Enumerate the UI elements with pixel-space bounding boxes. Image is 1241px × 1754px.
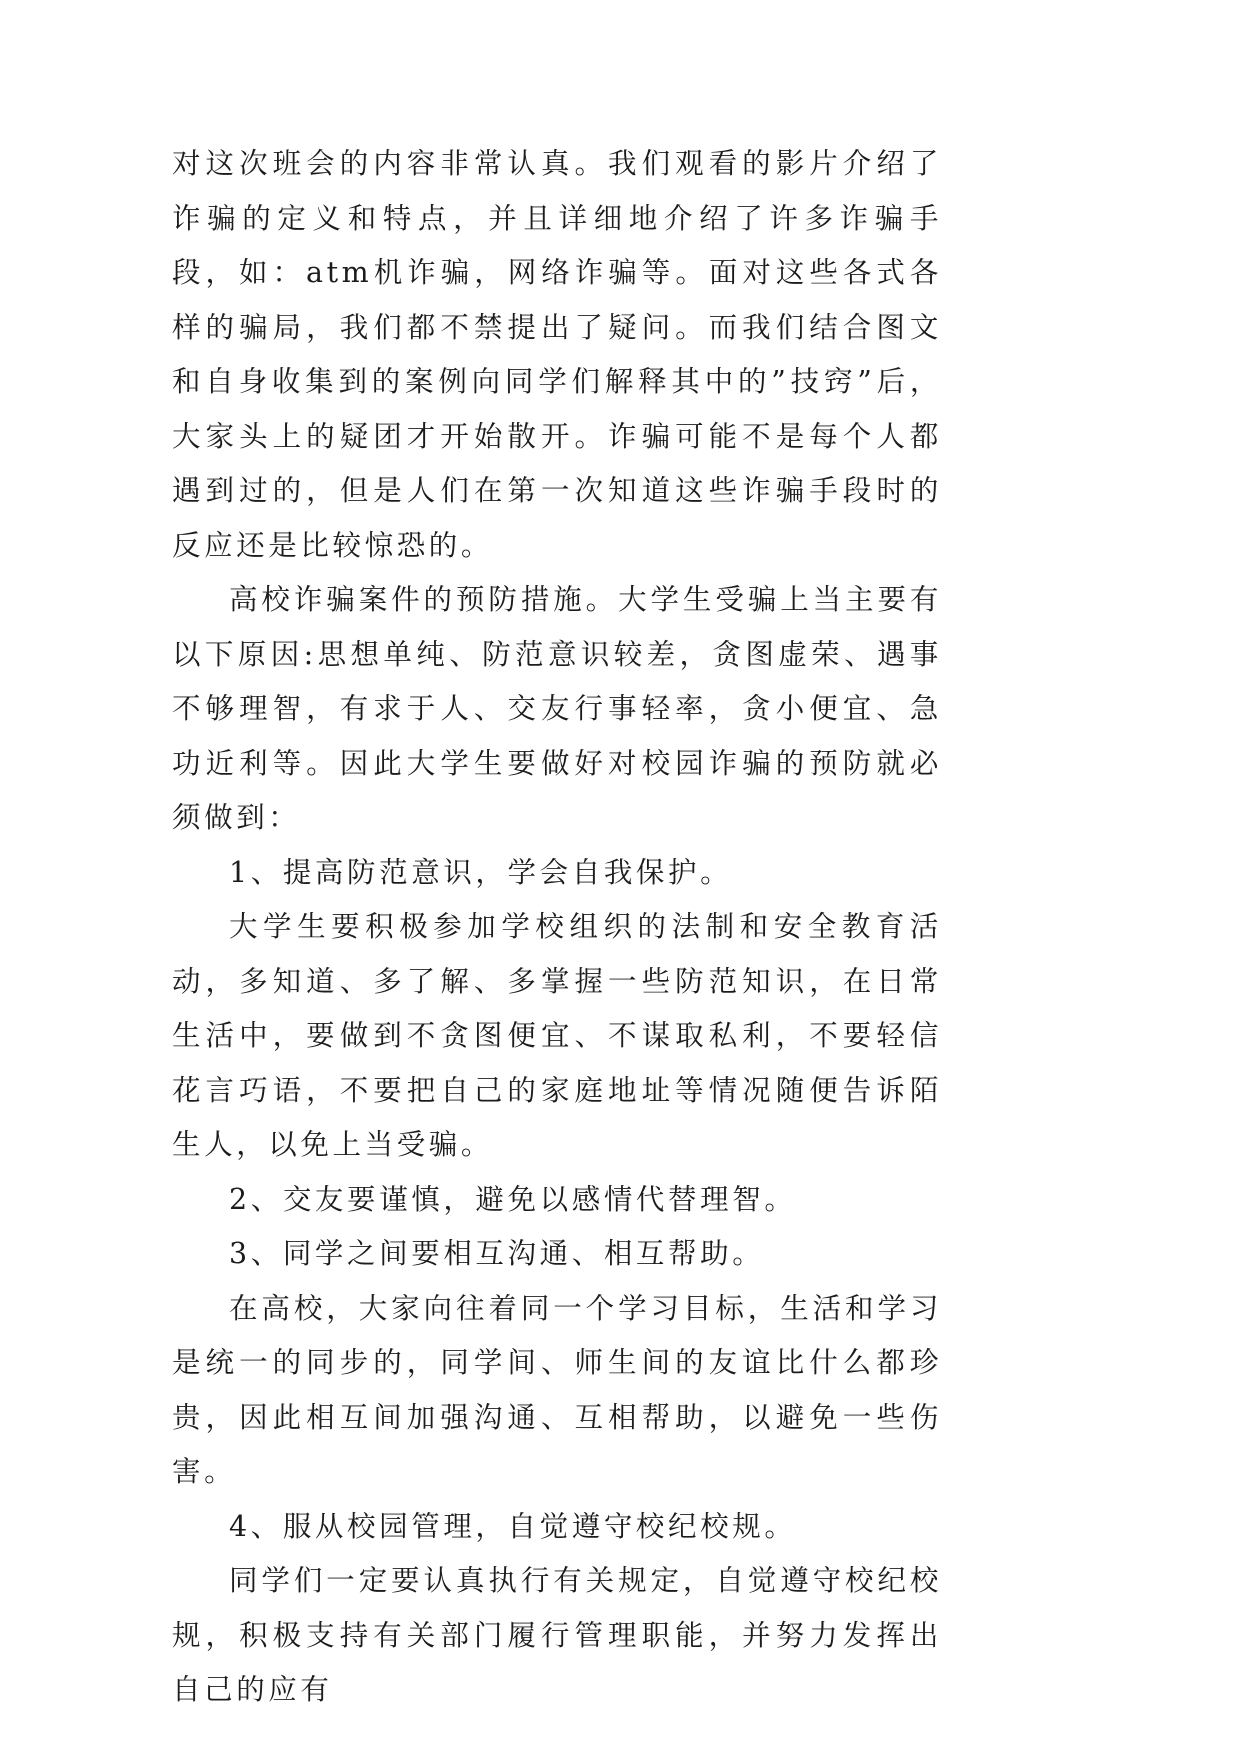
paragraph-4: 大学生要积极参加学校组织的法制和安全教育活动，多知道、多了解、多掌握一些防范知识，在日常生活中，要做到不贪图便宜、不谋取私利，不要轻信花言巧语，不要把自己的家庭地址等情况随便告诉陌生人，以免上当受骗。 xyxy=(172,910,942,1161)
paragraph-9: 同学们一定要认真执行有关规定，自觉遵守校纪校规，积极支持有关部门履行管理职能，并努力发挥出自己的应有 xyxy=(172,1564,942,1706)
paragraph-8: 4、服从校园管理，自觉遵守校纪校规。 xyxy=(229,1509,797,1543)
paragraph-7: 在高校，大家向往着同一个学习目标，生活和学习是统一的同步的，同学间、师生间的友谊比什么都珍贵，因此相互间加强沟通、互相帮助，以避免一些伤害。 xyxy=(172,1291,942,1488)
paragraph-6: 3、同学之间要相互沟通、相互帮助。 xyxy=(229,1237,765,1270)
paragraph-2: 高校诈骗案件的预防措施。大学生受骗上当主要有以下原因:思想单纯、防范意识较差，贪图虚荣、遇事不够理智，有求于人、交友行事轻率，贪小便宜、急功近利等。因此大学生要做好对校园诈骗的预防就必须做到： xyxy=(172,583,942,834)
paragraph-3: 1、提高防范意识，学会自我保护。 xyxy=(229,855,733,889)
paragraph-1: 对这次班会的内容非常认真。我们观看的影片介绍了诈骗的定义和特点，并且详细地介绍了许多诈骗手段，如：atm机诈骗，网络诈骗等。面对这些各式各样的骗局，我们都不禁提出了疑问。而我们结合图文和自身收集到的案例向同学们解释其中的”技窍”后，大家头上的疑团才开始散开。诈骗可能不是每个人都遇到过的，但是人们在第一次知道这些诈骗手段时的反应还是比较惊恐的。 xyxy=(172,147,942,562)
paragraph-5: 2、交友要谨慎，避免以感情代替理智。 xyxy=(229,1182,797,1216)
document-body xyxy=(172,137,942,1718)
